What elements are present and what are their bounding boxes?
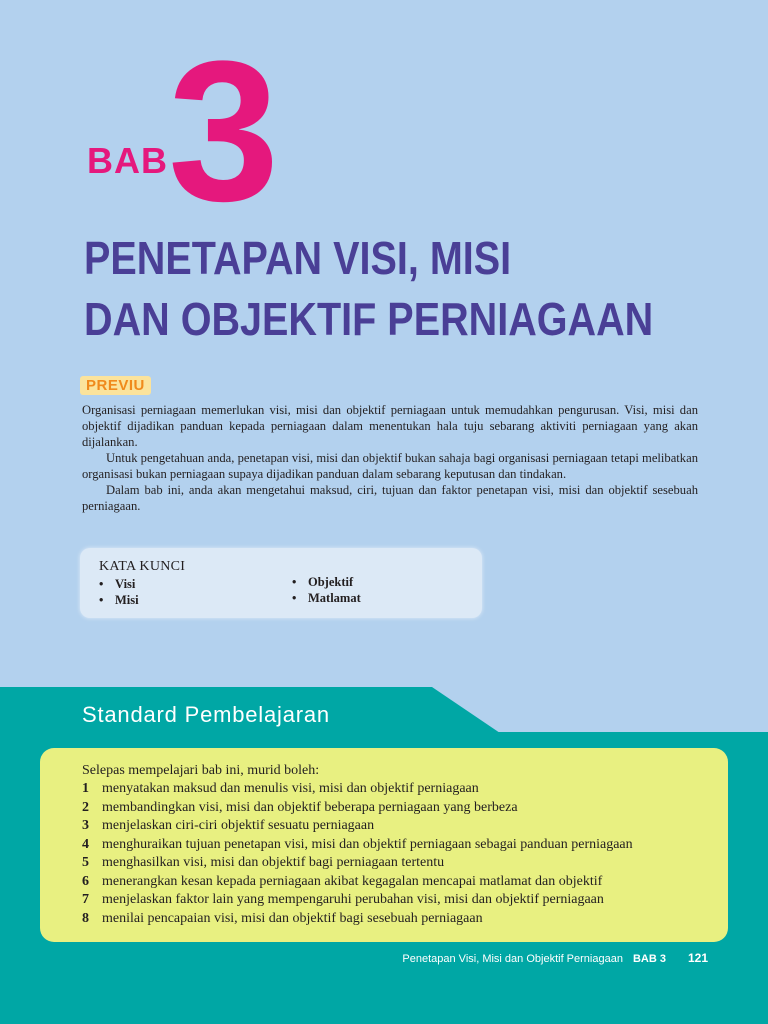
chapter-title [84,228,653,350]
learning-outcome-item [82,836,633,855]
outcome-number: 3 [82,818,89,833]
page-number: 121 [687,951,708,965]
preview-paragraph-1: Organisasi perniagaan memerlukan visi, misi dan objektif perniagaan untuk memudahkan pengurusan. Visi, misi dan objektif dijadikan panduan kepada perniagaan dalam menentukan hala tuju sebarang aktiviti perniagaan yang akan dijalankan. [82,403,698,449]
kata-kunci-item: • Misi [99,592,139,608]
chapter-label: BAB [87,140,168,181]
learning-outcome-item [82,910,633,929]
outcome-number: 4 [82,836,89,852]
kata-kunci-list-left [99,576,139,608]
outcome-number: 7 [82,892,89,907]
learning-outcome-item [82,799,633,818]
outcome-text: menjelaskan faktor lain yang mempengaruhi perubahan visi, misi dan objektif perniagaan [102,892,604,907]
outcome-number: 6 [82,873,89,889]
learning-outcome-item [82,891,633,910]
learning-outcomes-list [82,780,633,928]
chapter-title-line-1: PENETAPAN VISI, MISI [84,232,512,284]
learning-outcomes-intro: Selepas mempelajari bab ini, murid boleh: [82,763,320,778]
outcome-number: 1 [82,781,89,796]
previu-badge: PREVIU [80,376,151,395]
outcome-text: menghasilkan visi, misi dan objektif bagi perniagaan tertentu [102,855,445,870]
outcome-number: 5 [82,855,89,870]
chapter-title-line-2: DAN OBJEKTIF PERNIAGAAN [84,293,654,345]
kata-kunci-item: • Matlamat [292,590,361,606]
outcome-text: menjelaskan ciri-ciri objektif sesuatu perniagaan [102,818,375,833]
preview-text [82,402,698,514]
kata-kunci-title: KATA KUNCI [99,559,186,574]
preview-paragraph-3: Dalam bab ini, anda akan mengetahui maksud, ciri, tujuan dan faktor penetapan visi, misi dan objektif sesebuah perniagaan. [82,483,698,513]
running-title: Penetapan Visi, Misi dan Objektif Perniagaan [402,953,623,965]
preview-paragraph-2: Untuk pengetahuan anda, penetapan visi, misi dan objektif bukan sahaja bagi organisasi perniagaan tetapi melibatkan organisasi bukan perniagaan supaya dijadikan panduan dalam sebarang keputusan dan tindakan. [82,451,698,481]
learning-outcome-item [82,854,633,873]
kata-kunci-item: • Objektif [292,574,361,590]
page-footer [402,951,708,965]
outcome-text: menghuraikan tujuan penetapan visi, misi dan objektif perniagaan sebagai panduan perniagaan [102,836,633,852]
learning-outcome-item [82,873,633,892]
outcome-number: 8 [82,910,89,926]
footer-chapter: BAB 3 [632,953,666,965]
kata-kunci-list-right [292,574,361,606]
standard-title: Standard Pembelajaran [82,702,330,727]
kata-kunci-box [80,548,482,618]
outcome-text: menilai pencapaian visi, misi dan objektif bagi sesebuah perniagaan [102,910,483,926]
outcome-number: 2 [82,799,89,815]
outcome-text: membandingkan visi, misi dan objektif beberapa perniagaan yang berbeza [102,799,518,815]
learning-outcomes-box [40,748,728,942]
learning-outcome-item [82,780,633,799]
kata-kunci-item: • Visi [99,576,139,592]
outcome-text: menerangkan kesan kepada perniagaan akibat kegagalan mencapai matlamat dan objektif [102,873,603,889]
outcome-text: menyatakan maksud dan menulis visi, misi dan objektif perniagaan [102,781,479,796]
learning-outcome-item [82,817,633,836]
chapter-number: 3 [168,20,280,243]
